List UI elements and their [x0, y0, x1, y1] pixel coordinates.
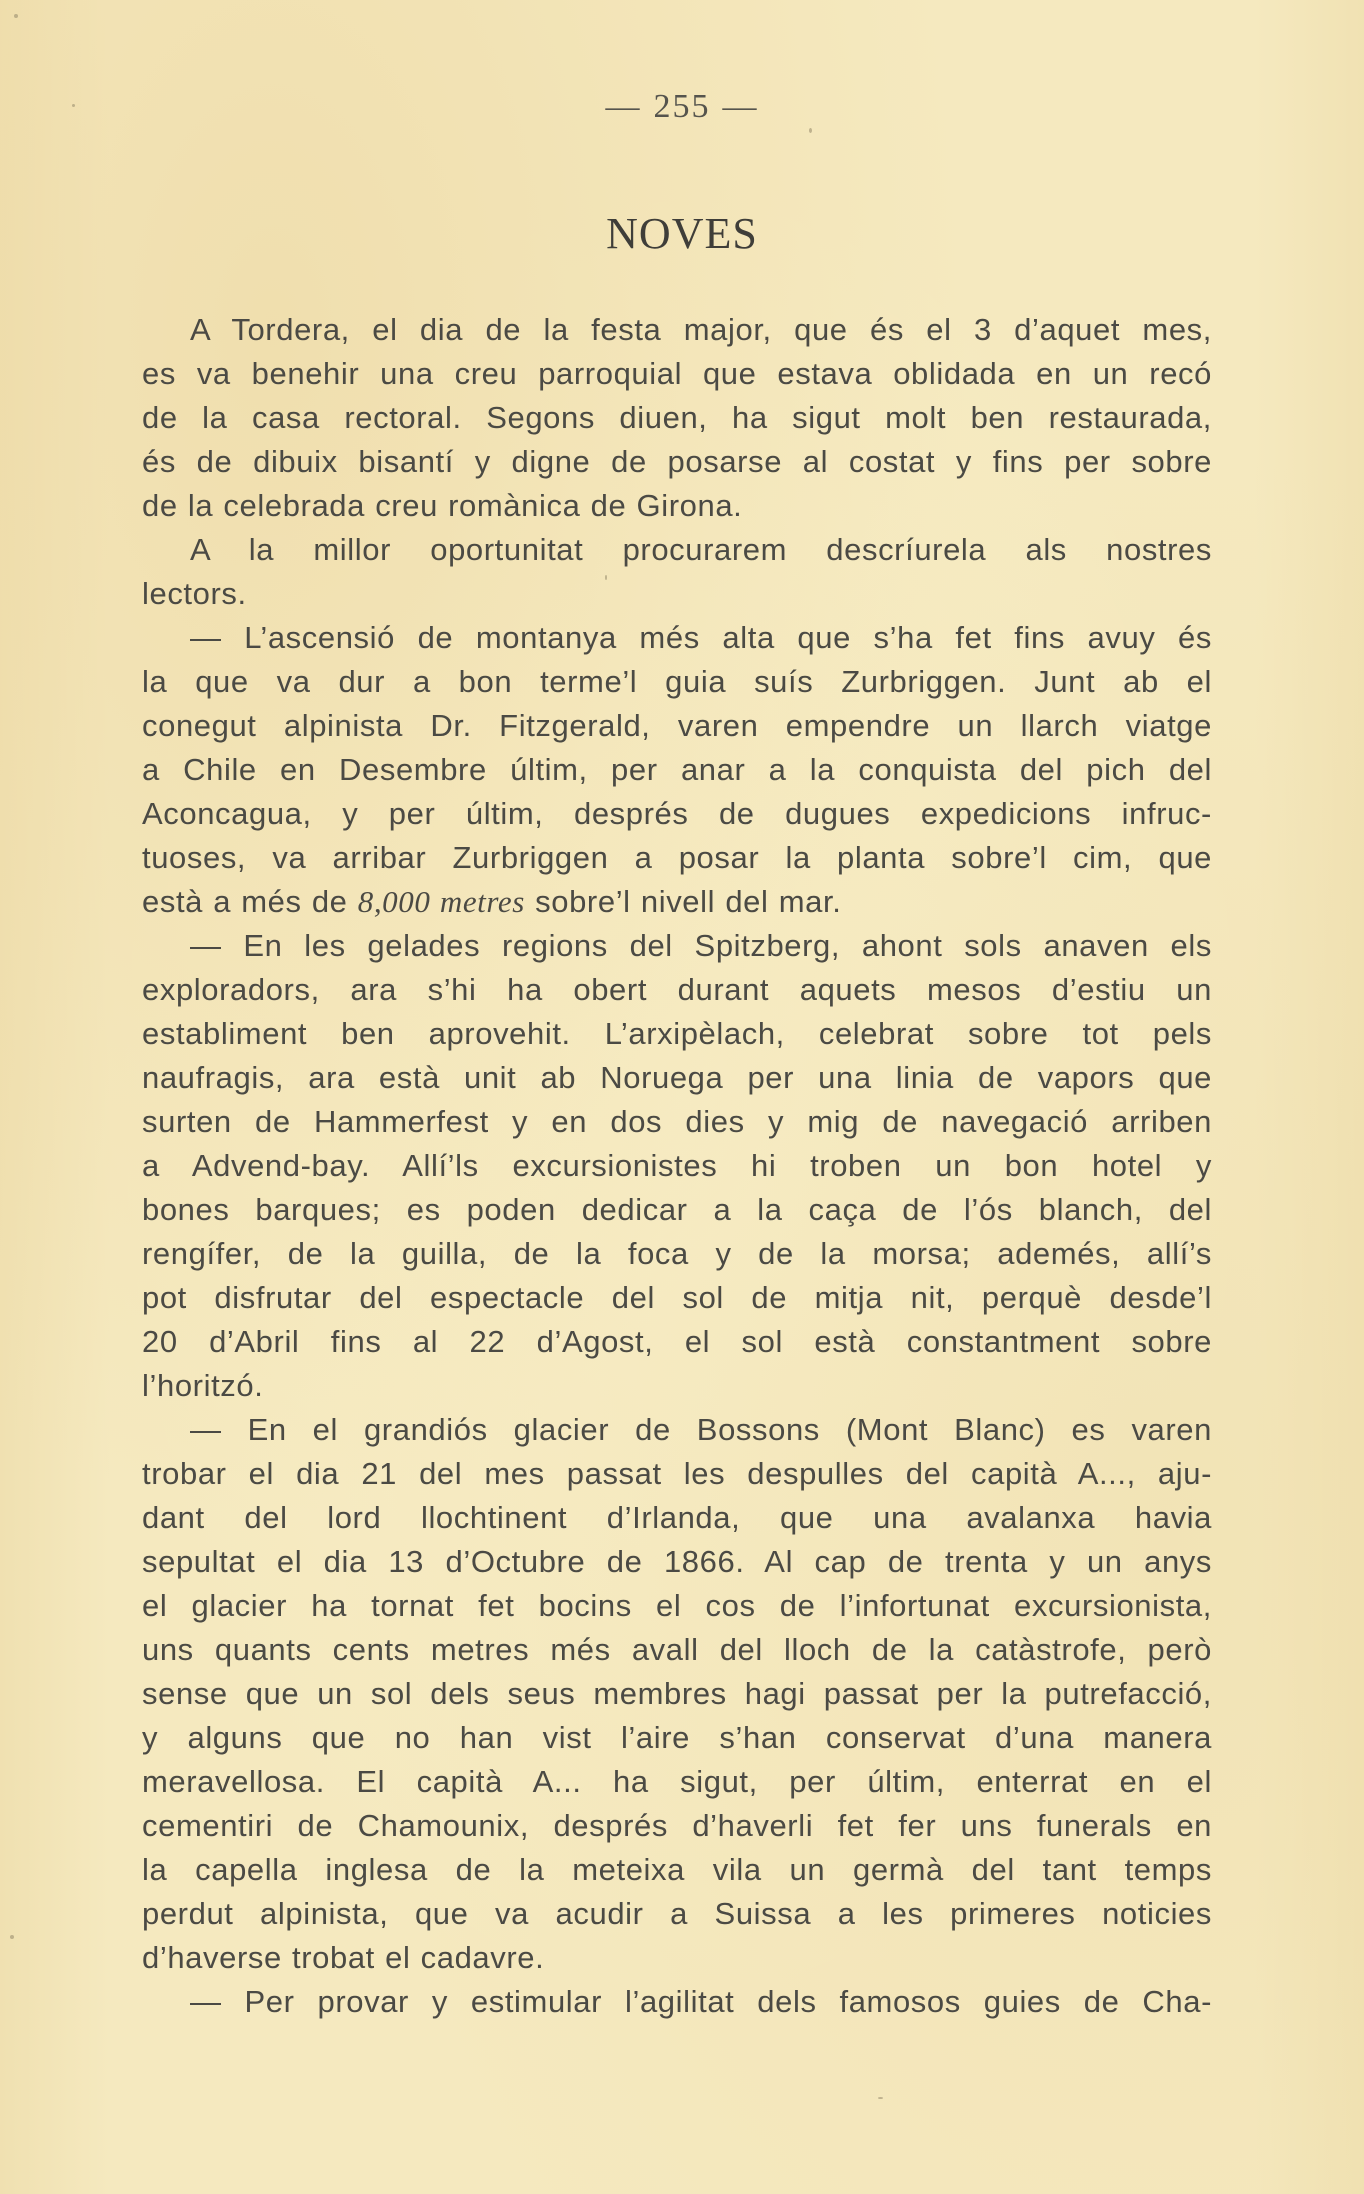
body-text	[142, 308, 1212, 2024]
text-line: rengífer, de la guilla, de la foca y de la morsa; ademés, allí’s	[142, 1236, 1212, 1271]
text-line: pot disfrutar del espectacle del sol de mitja nit, perquè desde’l	[142, 1280, 1212, 1315]
text-line: — En el grandiós glacier de Bossons (Mont Blanc) es varen	[190, 1412, 1212, 1447]
text-line: a Advend-bay. Allí’ls excursionistes hi troben un bon hotel y	[142, 1148, 1212, 1183]
text-segment: sobre’l nivell del mar.	[524, 884, 842, 919]
page-number-dash-left: —	[605, 88, 642, 125]
text-line: A Tordera, el dia de la festa major, que és el 3 d’aquet mes,	[190, 312, 1212, 347]
text-line: meravellosa. El capità A... ha sigut, per últim, enterrat en el	[142, 1764, 1212, 1799]
text-line: dant del lord llochtinent d’Irlanda, que una avalanxa havia	[142, 1500, 1212, 1535]
text-segment: està a més de	[142, 884, 358, 919]
text-line: tuoses, va arribar Zurbriggen a posar la planta sobre’l cim, que	[142, 840, 1212, 875]
text-line: Aconcagua, y per últim, després de dugues expedicions infruc-	[142, 796, 1212, 831]
text-line: de la casa rectoral. Segons diuen, ha sigut molt ben restaurada,	[142, 400, 1212, 435]
text-line: perdut alpinista, que va acudir a Suissa a les primeres noticies	[142, 1896, 1212, 1931]
text-line: es va benehir una creu parroquial que estava oblidada en un recó	[142, 356, 1212, 391]
text-line: és de dibuix bisantí y digne de posarse al costat y fins per sobre	[142, 444, 1212, 479]
italic-measurement: 8,000 metres	[357, 884, 525, 919]
paper-speck	[878, 2097, 883, 2099]
text-line: surten de Hammerfest y en dos dies y mig de navegació arriben	[142, 1104, 1212, 1139]
text-line: — Per provar y estimular l’agilitat dels famosos guies de Cha-	[190, 1984, 1212, 2019]
text-line: trobar el dia 21 del mes passat les despulles del capità A..., aju-	[142, 1456, 1212, 1491]
text-line: cementiri de Chamounix, després d’haverli fet fer uns funerals en	[142, 1808, 1212, 1843]
text-line: l’horitzó.	[142, 1368, 264, 1403]
text-line: la que va dur a bon terme’l guia suís Zurbriggen. Junt ab el	[142, 664, 1212, 699]
text-line: la capella inglesa de la meteixa vila un germà del tant temps	[142, 1852, 1212, 1887]
text-line: — En les gelades regions del Spitzberg, ahont sols anaven els	[190, 928, 1212, 963]
paper-speck	[10, 1935, 14, 1939]
text-line: bones barques; es poden dedicar a la caça de l’ós blanch, del	[142, 1192, 1212, 1227]
text-line: conegut alpinista Dr. Fitzgerald, varen empendre un llarch viatge	[142, 708, 1212, 743]
text-line: uns quants cents metres més avall del lloch de la catàstrofe, però	[142, 1632, 1212, 1667]
text-line: y alguns que no han vist l’aire s’han conservat d’una manera	[142, 1720, 1212, 1755]
paper-speck	[809, 128, 812, 133]
text-line: lectors.	[142, 576, 247, 611]
text-line: establiment ben aprovehit. L’arxipèlach, celebrat sobre tot pels	[142, 1016, 1212, 1051]
text-line: sense que un sol dels seus membres hagi passat per la putrefacció,	[142, 1676, 1212, 1711]
text-line: sepultat el dia 13 d’Octubre de 1866. Al cap de trenta y un anys	[142, 1544, 1212, 1579]
text-line: a Chile en Desembre últim, per anar a la conquista del pich del	[142, 752, 1212, 787]
text-line	[142, 880, 1212, 924]
paper-speck	[14, 14, 18, 18]
text-line: A la millor oportunitat procurarem descríurela als nostres	[190, 532, 1212, 567]
text-line: el glacier ha tornat fet bocins el cos de l’infortunat excursionista,	[142, 1588, 1212, 1623]
section-title: NOVES	[606, 209, 758, 258]
paper-speck	[72, 104, 75, 107]
page-number-value: 255	[653, 88, 711, 125]
text-line: de la celebrada creu romànica de Girona.	[142, 488, 743, 523]
text-line: exploradors, ara s’hi ha obert durant aquets mesos d’estiu un	[142, 972, 1212, 1007]
page-number	[0, 88, 1364, 126]
text-line: d’haverse trobat el cadavre.	[142, 1940, 545, 1975]
text-line: 20 d’Abril fins al 22 d’Agost, el sol està constantment sobre	[142, 1324, 1212, 1359]
text-line: naufragis, ara està unit ab Noruega per una linia de vapors que	[142, 1060, 1212, 1095]
paper-speck	[605, 575, 607, 580]
page-number-dash-right: —	[722, 88, 759, 125]
text-line: — L’ascensió de montanya més alta que s’ha fet fins avuy és	[190, 620, 1212, 655]
